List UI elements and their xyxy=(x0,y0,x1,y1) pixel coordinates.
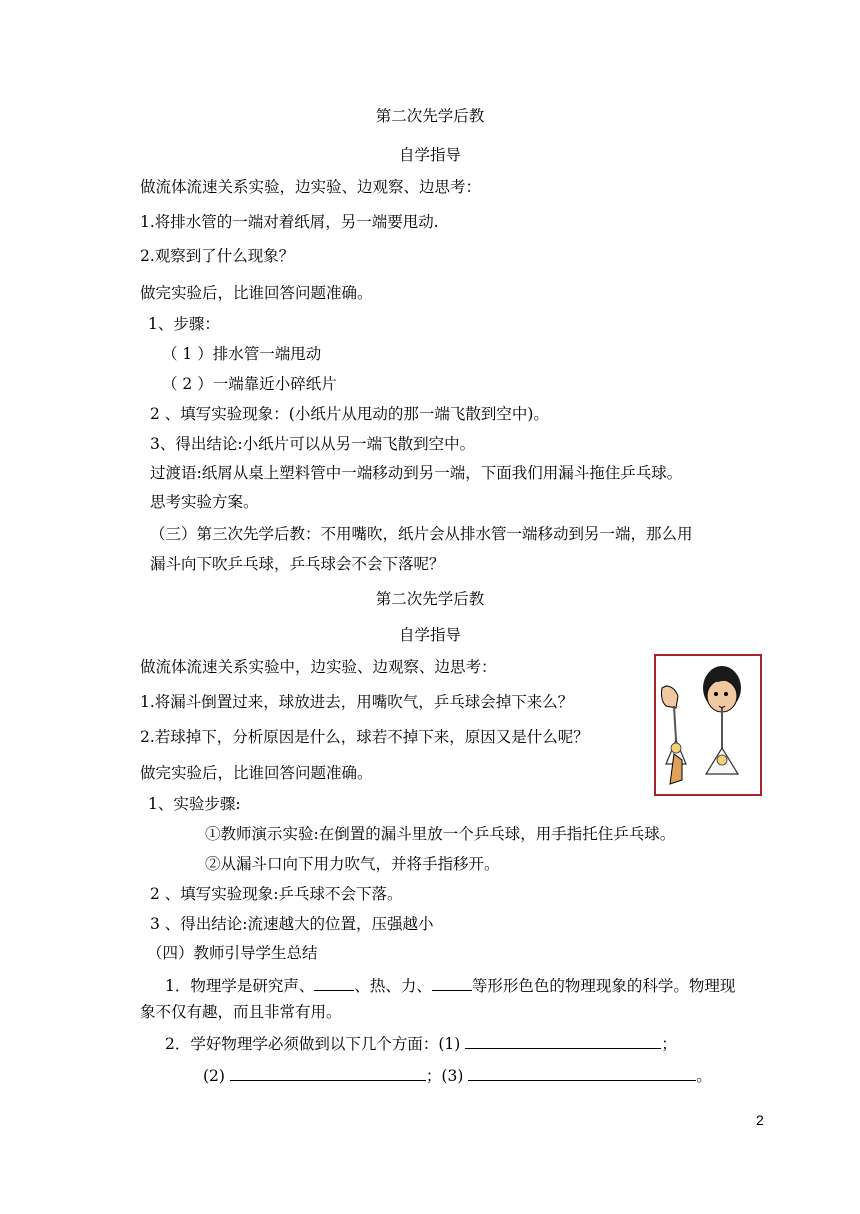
section2-step-1: ①教师演示实验:在倒置的漏斗里放一个乒乓球，用手指托住乒乓球。 xyxy=(205,825,676,843)
summary-item-1 xyxy=(165,974,735,997)
section1-question-1: 1.将排水管的一端对着纸屑，另一端要甩动. xyxy=(140,213,439,231)
section1-step-1: （ 1 ）排水管一端甩动 xyxy=(162,345,322,363)
section1-transition-line-1: 过渡语:纸屑从桌上塑料管中一端移动到另一端，下面我们用漏斗拖住乒乓球。 xyxy=(150,464,683,482)
section1-question-2: 2.观察到了什么现象？ xyxy=(140,247,295,265)
summary-item-2-separator: ；(3) xyxy=(425,1067,464,1085)
summary-item-1-part-b: 、热、力、 xyxy=(354,977,432,995)
section2-steps-label: 1、实验步骤: xyxy=(148,795,241,813)
section2-step-2: ②从漏斗口向下用力吹气，并将手指移开。 xyxy=(205,855,500,873)
section1-title: 第二次先学后教 xyxy=(375,107,485,125)
summary-item-2-part-a: 2．学好物理学必须做到以下几个方面：(1) xyxy=(165,1035,461,1053)
funnel-experiment-drawing xyxy=(656,656,760,794)
section2-subtitle: 自学指导 xyxy=(398,626,461,644)
part3-line-2: 漏斗向下吹乒乓球，乒乓球会不会下落呢？ xyxy=(150,555,445,573)
section1-step-2: （ 2 ）一端靠近小碎纸片 xyxy=(162,375,337,393)
blank-line xyxy=(432,974,472,991)
blank-line xyxy=(465,1032,661,1049)
section2-question-2: 2.若球掉下，分析原因是什么，球若不掉下来，原因又是什么呢？ xyxy=(140,728,589,746)
summary-item-2 xyxy=(165,1032,677,1055)
summary-item-1-line-2: 象不仅有趣，而且非常有用。 xyxy=(140,1003,342,1021)
part3-line-1: （三）第三次先学后教：不用嘴吹，纸片会从排水管一端移动到另一端，那么用 xyxy=(150,525,693,543)
section1-after-text: 做完实验后，比谁回答问题准确。 xyxy=(140,284,373,302)
section1-subtitle: 自学指导 xyxy=(398,146,461,164)
summary-item-2-point-2: (2) xyxy=(203,1067,225,1085)
page-number: 2 xyxy=(756,1112,764,1128)
section1-transition-line-2: 思考实验方案。 xyxy=(150,493,259,511)
section2-conclusion: 3 、得出结论:流速越大的位置，压强越小 xyxy=(150,915,434,933)
section1-steps-label: 1、步骤： xyxy=(148,315,220,333)
blank-line xyxy=(230,1064,426,1081)
blank-line xyxy=(314,974,354,991)
section2-intro: 做流体流速关系实验中，边实验、边观察、边思考： xyxy=(140,658,497,676)
section2-after-text: 做完实验后，比谁回答问题准确。 xyxy=(140,764,373,782)
section2-title: 第二次先学后教 xyxy=(375,590,485,608)
section1-fill-phenomenon: 2 、填写实验现象：(小纸片从甩动的那一端飞散到空中)。 xyxy=(150,405,549,423)
funnel-experiment-illustration xyxy=(654,654,762,796)
section3-heading: （四）教师引导学生总结 xyxy=(147,944,318,962)
blank-line xyxy=(468,1064,696,1081)
section2-fill-phenomenon: 2 、填写实验现象:乒乓球不会下落。 xyxy=(150,885,403,903)
summary-item-1-part-a: 1．物理学是研究声、 xyxy=(165,977,315,995)
section1-intro: 做流体流速关系实验，边实验、边观察、边思考： xyxy=(140,178,482,196)
summary-item-2-end: 。 xyxy=(696,1067,712,1085)
section2-question-1: 1.将漏斗倒置过来，球放进去，用嘴吹气，乒乓球会掉下来么？ xyxy=(140,693,574,711)
summary-item-2-line-2 xyxy=(203,1064,712,1087)
summary-item-2-semicolon: ； xyxy=(661,1035,677,1053)
section1-conclusion: 3、得出结论:小纸片可以从另一端飞散到空中。 xyxy=(150,435,476,453)
summary-item-1-part-c: 等形形色色的物理现象的科学。物理现 xyxy=(471,977,736,995)
